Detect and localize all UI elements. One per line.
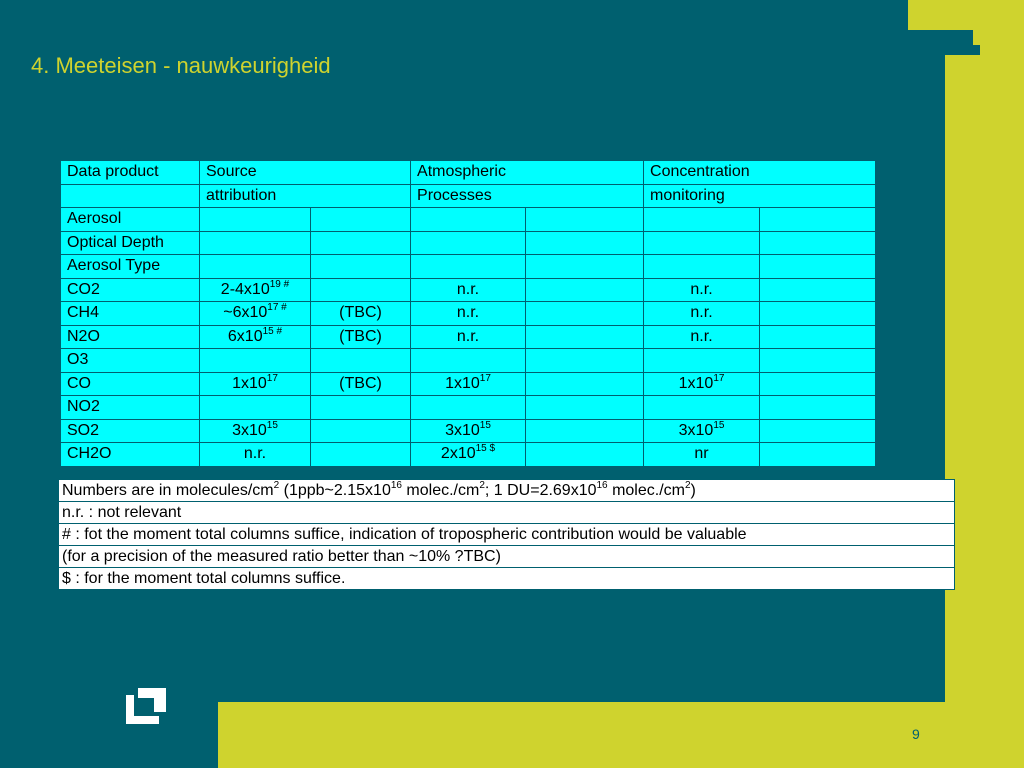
value-cell — [411, 419, 526, 443]
header-row — [61, 161, 876, 185]
value-cell — [760, 231, 876, 255]
page-number: 9 — [912, 726, 920, 742]
table-row — [61, 443, 876, 467]
value-cell — [200, 372, 311, 396]
requirements-table — [60, 160, 876, 467]
value-cell — [200, 349, 311, 373]
product-cell: CO — [61, 372, 200, 396]
value-cell — [526, 255, 644, 279]
value-cell — [311, 208, 411, 232]
value-cell — [644, 372, 760, 396]
value-cell — [760, 325, 876, 349]
value-cell — [311, 278, 411, 302]
value-cell — [200, 278, 311, 302]
value-text: 3x10 — [678, 421, 714, 439]
value-text: 1x10 — [232, 374, 267, 392]
value-text: (TBC) — [339, 327, 382, 345]
value-cell — [644, 349, 760, 373]
header-data-product: Data product — [61, 161, 200, 185]
header-empty-cell — [61, 184, 200, 208]
header-row — [61, 184, 876, 208]
value-cell — [200, 325, 311, 349]
value-cell — [644, 231, 760, 255]
value-cell — [526, 372, 644, 396]
note-row — [59, 480, 955, 502]
value-cell — [200, 396, 311, 420]
table-row — [61, 372, 876, 396]
value-cell — [644, 208, 760, 232]
note-units: Numbers are in molecules/$cm^2$ ($1ppb\sim 2.15x10^{16}$ $molec./cm^2$; 1 $DU=2.69x10^{16}$ $molec./cm^2$) — [59, 480, 955, 502]
product-cell: CO2 — [61, 278, 200, 302]
table-row — [61, 255, 876, 279]
note-row — [59, 568, 955, 590]
value-text: 2-4x10 — [220, 280, 270, 298]
value-cell — [311, 302, 411, 326]
value-text: 2x10 — [440, 445, 476, 463]
note-row — [59, 502, 955, 524]
note-row — [59, 546, 955, 568]
product-cell: Optical Depth — [61, 231, 200, 255]
value-cell — [526, 208, 644, 232]
page-title: 4. Meeteisen - nauwkeurigheid — [31, 53, 331, 78]
table-row — [61, 396, 876, 420]
value-text: 1x10 — [678, 374, 714, 392]
header-atmo-1: Atmospheric — [411, 161, 644, 185]
value-cell — [760, 443, 876, 467]
value-text: ~6x10 — [223, 304, 268, 322]
header-conc-2: monitoring — [644, 184, 876, 208]
value-cell — [311, 325, 411, 349]
value-cell — [526, 443, 644, 467]
value-cell — [311, 231, 411, 255]
header-conc-1: Concentration — [644, 161, 876, 185]
table-row — [61, 349, 876, 373]
header-source-2: attribution — [200, 184, 411, 208]
product-cell: O3 — [61, 349, 200, 373]
value-cell — [200, 419, 311, 443]
value-cell — [311, 255, 411, 279]
value-cell — [526, 349, 644, 373]
value-text: nr — [694, 445, 709, 463]
value-cell — [411, 372, 526, 396]
exponent-text: 15 — [266, 419, 278, 431]
value-cell — [526, 231, 644, 255]
value-text: 6x10 — [227, 327, 263, 345]
value-cell — [760, 255, 876, 279]
value-cell — [311, 443, 411, 467]
value-cell — [526, 396, 644, 420]
value-cell — [760, 302, 876, 326]
value-text: n.r. — [456, 327, 480, 345]
exponent-text: 17 — [479, 372, 491, 384]
header-source-1: Source — [200, 161, 411, 185]
value-text: n.r. — [456, 280, 480, 298]
value-text: n.r. — [690, 327, 713, 345]
note-precision: (for a precision of the measured ratio better than ~10% ?TBC) — [59, 546, 955, 568]
value-cell — [644, 325, 760, 349]
product-cell: CH2O — [61, 443, 200, 467]
value-cell — [311, 349, 411, 373]
value-cell — [411, 208, 526, 232]
value-cell — [200, 231, 311, 255]
logo-r-icon — [126, 688, 166, 724]
product-cell: CH4 — [61, 302, 200, 326]
value-cell — [526, 325, 644, 349]
value-cell — [200, 443, 311, 467]
right-lime-band — [908, 0, 1024, 768]
value-text: (TBC) — [339, 304, 382, 322]
value-cell — [644, 302, 760, 326]
value-text: n.r. — [456, 304, 480, 322]
value-cell — [411, 255, 526, 279]
value-cell — [526, 278, 644, 302]
value-cell — [760, 396, 876, 420]
table-row — [61, 325, 876, 349]
value-text: 3x10 — [445, 421, 480, 439]
value-cell — [200, 208, 311, 232]
logo-mark — [126, 688, 166, 724]
value-cell — [411, 443, 526, 467]
product-cell: Aerosol Type — [61, 255, 200, 279]
value-cell — [411, 278, 526, 302]
exponent-text: 15 — [713, 419, 725, 431]
note-nr: n.r. : not relevant — [59, 502, 955, 524]
product-cell: N2O — [61, 325, 200, 349]
value-cell — [311, 372, 411, 396]
exponent-text: 15 # — [262, 325, 283, 337]
value-cell — [411, 325, 526, 349]
value-cell — [411, 349, 526, 373]
table-row — [61, 278, 876, 302]
exponent-text: 15 — [479, 419, 491, 431]
value-cell — [644, 278, 760, 302]
header-atmo-2: Processes — [411, 184, 644, 208]
value-text: 3x10 — [232, 421, 267, 439]
value-text: (TBC) — [339, 374, 382, 392]
exponent-text: 17 — [713, 372, 725, 384]
value-cell — [644, 396, 760, 420]
exponent-text: 17 # — [267, 302, 287, 314]
product-cell: NO2 — [61, 396, 200, 420]
product-cell: SO2 — [61, 419, 200, 443]
exponent-text: 15 $ — [475, 443, 496, 455]
table-row — [61, 302, 876, 326]
note-dollar: $ : for the moment total columns suffice. — [59, 568, 955, 590]
table-row — [61, 419, 876, 443]
value-cell — [411, 396, 526, 420]
value-cell — [311, 419, 411, 443]
value-cell — [760, 372, 876, 396]
value-text: n.r. — [690, 280, 713, 298]
value-cell — [411, 231, 526, 255]
value-cell — [526, 419, 644, 443]
value-cell — [644, 443, 760, 467]
value-cell — [411, 302, 526, 326]
note-row — [59, 524, 955, 546]
value-text: 1x10 — [445, 374, 480, 392]
value-cell — [644, 255, 760, 279]
value-cell — [526, 302, 644, 326]
value-text: n.r. — [690, 304, 713, 322]
value-cell — [760, 278, 876, 302]
exponent-text: 17 — [266, 372, 278, 384]
product-cell: Aerosol — [61, 208, 200, 232]
value-cell — [200, 255, 311, 279]
exponent-text: 19 # — [269, 278, 290, 290]
bottom-lime-band — [218, 702, 1024, 768]
value-cell — [760, 419, 876, 443]
value-cell — [644, 419, 760, 443]
table-row — [61, 208, 876, 232]
notes-box — [58, 479, 955, 590]
note-hash: # : fot the moment total columns suffice, indication of tropospheric contribution would be valuable — [59, 524, 955, 546]
value-cell — [760, 349, 876, 373]
value-text: n.r. — [243, 445, 267, 463]
value-cell — [200, 302, 311, 326]
table-row — [61, 231, 876, 255]
value-cell — [760, 208, 876, 232]
value-cell — [311, 396, 411, 420]
